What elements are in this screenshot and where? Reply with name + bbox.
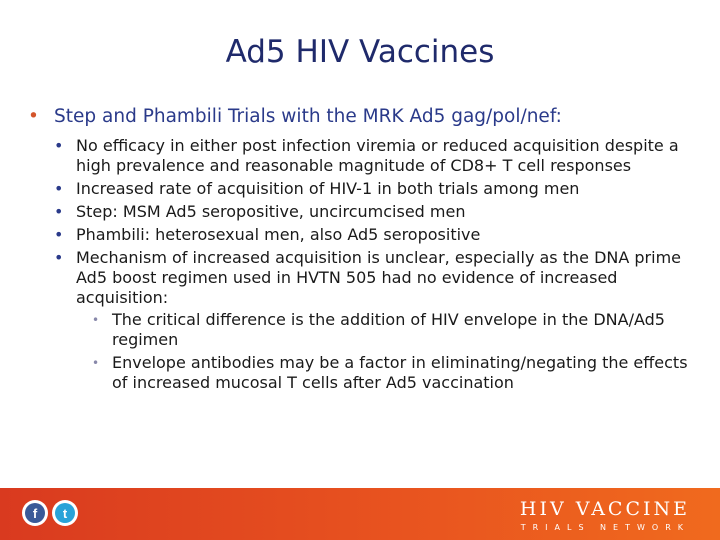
- list-item-text: Increased rate of acquisition of HIV-1 in both trials among men: [76, 179, 580, 198]
- list-item-text: Envelope antibodies may be a factor in eliminating/negating the effects of increased mucosal T cells after Ad5 vaccination: [112, 353, 688, 392]
- list-item-text: No efficacy in either post infection viremia or reduced acquisition despite a high prevalence and reasonable magnitude of CD8+ T cell responses: [76, 136, 679, 175]
- list-item: [50, 136, 698, 176]
- footer-bar: [0, 488, 720, 540]
- twitter-icon: t: [55, 503, 75, 523]
- sub-sub-bullet-list: [76, 310, 698, 393]
- slide-content: [28, 104, 698, 396]
- list-item-text: Mechanism of increased acquisition is unclear, especially as the DNA prime Ad5 boost regimen used in HVTN 505 had no evidence of increased acquisition:: [76, 248, 681, 307]
- main-bullet: [28, 104, 698, 130]
- facebook-icon: f: [25, 503, 45, 523]
- slide-title: Ad5 HIV Vaccines: [225, 34, 495, 70]
- twitter-link[interactable]: [52, 500, 78, 526]
- hvtn-logo: [520, 498, 690, 534]
- list-item-text: Phambili: heterosexual men, also Ad5 seropositive: [76, 225, 481, 244]
- bullet-dot: •: [54, 136, 64, 155]
- facebook-link[interactable]: [22, 500, 48, 526]
- bullet-dot: •: [54, 225, 64, 244]
- logo-line1: HIV VACCINE: [519, 498, 690, 520]
- logo-line2: TRIALS NETWORK: [520, 523, 690, 532]
- sub-bullet-list: [28, 136, 698, 393]
- list-item: [86, 310, 698, 350]
- list-item-text: The critical difference is the addition of HIV envelope in the DNA/Ad5 regimen: [112, 310, 665, 349]
- bullet-dot: •: [92, 313, 100, 327]
- list-item: [50, 202, 698, 222]
- list-item: [50, 179, 698, 199]
- bullet-dot: •: [54, 179, 64, 198]
- bullet-dot: •: [54, 248, 64, 267]
- social-links: [22, 500, 78, 526]
- bullet-dot: •: [92, 356, 100, 370]
- main-bullet-text: Step and Phambili Trials with the MRK Ad5 gag/pol/nef:: [54, 106, 562, 127]
- bullet-dot: •: [28, 106, 39, 127]
- list-item: [86, 353, 698, 393]
- list-item: [50, 248, 698, 393]
- list-item: [50, 225, 698, 245]
- list-item-text: Step: MSM Ad5 seropositive, uncircumcised men: [76, 202, 466, 221]
- bullet-dot: •: [54, 202, 64, 221]
